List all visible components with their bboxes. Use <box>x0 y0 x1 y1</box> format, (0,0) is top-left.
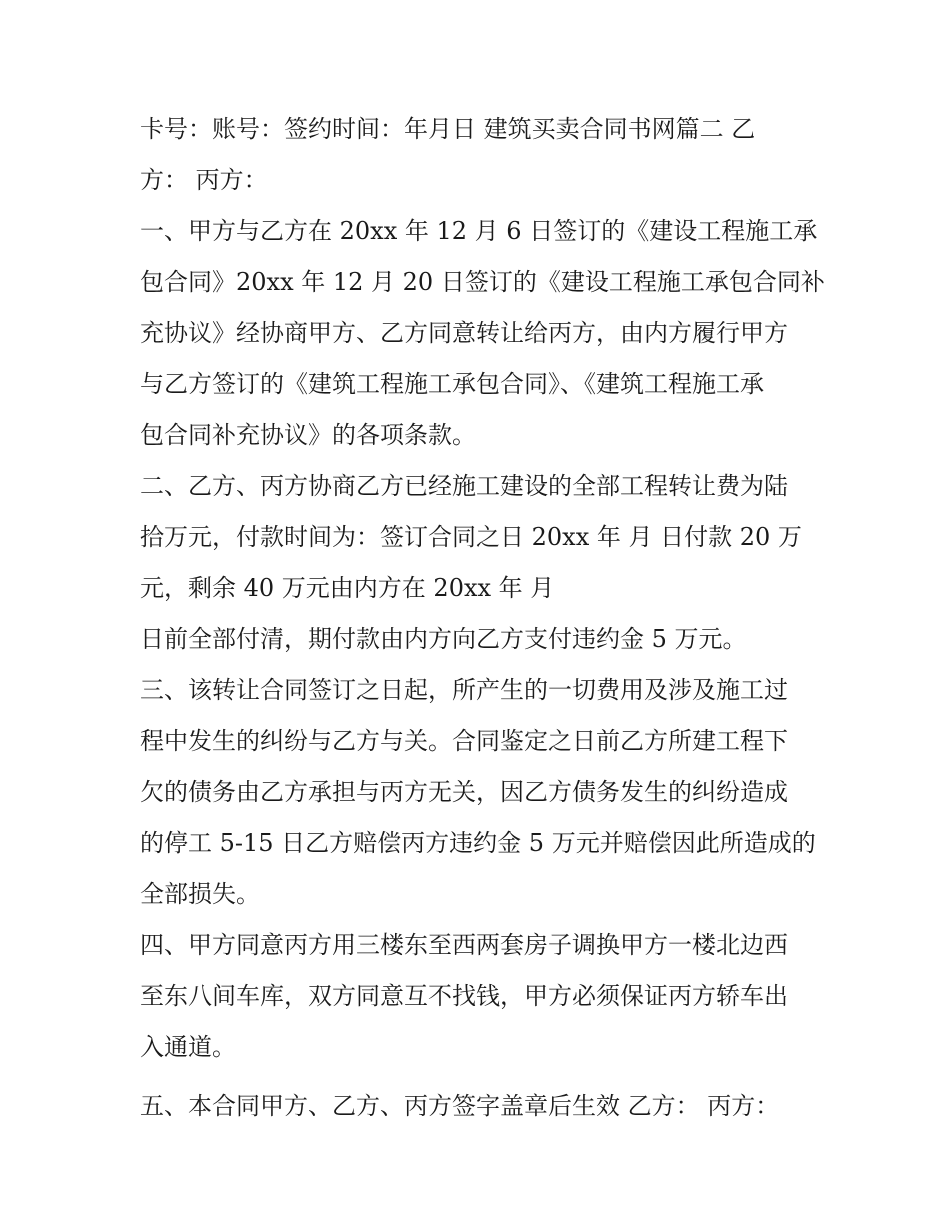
clause-3-line-3: 欠的债务由乙方承担与丙方无关，因乙方债务发生的纠纷造成 <box>140 778 788 806</box>
text-line-2: 方： 丙方： <box>140 166 268 194</box>
clause-2-line-2: 拾万元，付款时间为：签订合同之日 20xx 年 月 日付款 20 万 <box>140 523 802 551</box>
contract-text <box>140 104 825 1132</box>
clause-3-line-5: 全部损失。 <box>140 880 260 908</box>
clause-4-line-3: 入通道。 <box>140 1033 236 1061</box>
text-line-1: 卡号：账号：签约时间：年月日 建筑买卖合同书网篇二 乙 <box>140 115 756 143</box>
paragraph-gap <box>140 1073 820 1081</box>
clause-1-line-5: 包合同补充协议》的各项条款。 <box>140 421 476 449</box>
clause-4-line-1: 四、甲方同意丙方用三楼东至西两套房子调换甲方一楼北边西 <box>140 931 788 959</box>
clause-2-line-3: 元，剩余 40 万元由内方在 20xx 年 月 <box>140 574 555 602</box>
clause-5-line-1: 五、本合同甲方、乙方、丙方签字盖章后生效 乙方： 丙方： <box>140 1092 780 1120</box>
clause-3-line-2: 程中发生的纠纷与乙方与关。合同鉴定之日前乙方所建工程下 <box>140 727 788 755</box>
clause-1-line-4: 与乙方签订的《建筑工程施工承包合同》、《建筑工程施工承 <box>140 370 764 398</box>
clause-2-line-1: 二、乙方、丙方协商乙方已经施工建设的全部工程转让费为陆 <box>140 472 788 500</box>
clause-1-line-1: 一、甲方与乙方在 20xx 年 12 月 6 日签订的《建设工程施工承 <box>140 217 818 245</box>
clause-1-line-2: 包合同》20xx 年 12 月 20 日签订的《建设工程施工承包合同补 <box>140 268 825 296</box>
clause-3-line-1: 三、该转让合同签订之日起，所产生的一切费用及涉及施工过 <box>140 676 788 704</box>
clause-2-line-4: 日前全部付清，期付款由内方向乙方支付违约金 5 万元。 <box>140 625 747 653</box>
clause-3-line-4: 的停工 5-15 日乙方赔偿丙方违约金 5 万元并赔偿因此所造成的 <box>140 829 816 857</box>
clause-1-line-3: 充协议》经协商甲方、乙方同意转让给丙方，由内方履行甲方 <box>140 319 788 347</box>
clause-4-line-2: 至东八间车库，双方同意互不找钱，甲方必须保证丙方轿车出 <box>140 982 788 1010</box>
